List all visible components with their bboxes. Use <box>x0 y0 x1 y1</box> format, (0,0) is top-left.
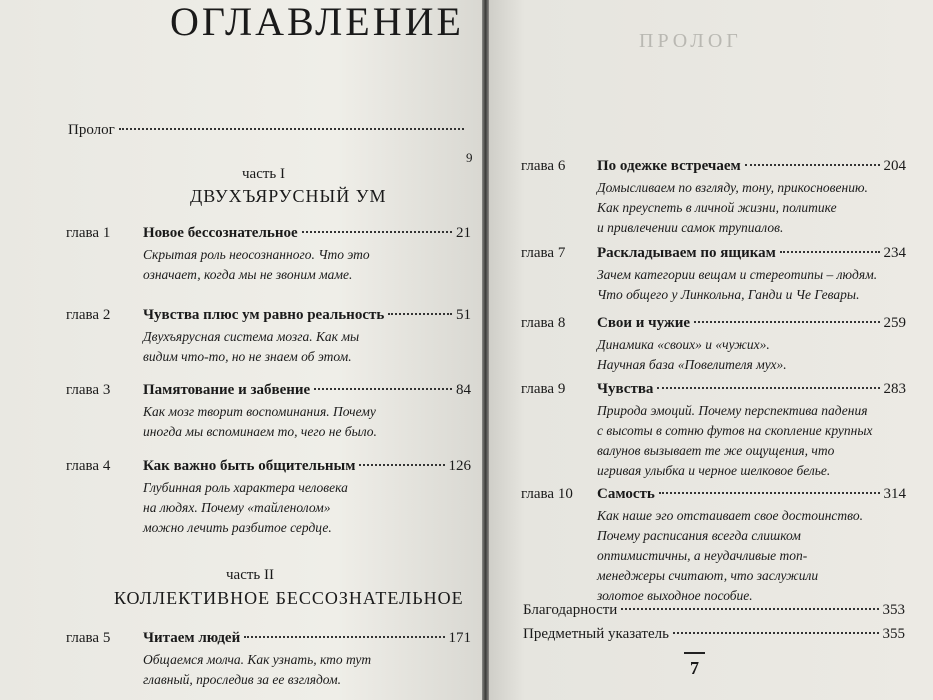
desc-line: Природа эмоций. Почему перспектива падения <box>597 403 868 418</box>
index-row <box>523 626 905 643</box>
desc-line: и привлечении самок трупиалов. <box>597 220 784 235</box>
acknowledgments-title: Благодарности <box>523 602 618 618</box>
chapter-title-row <box>143 307 471 324</box>
dot-leader <box>302 231 452 233</box>
part2-title: КОЛЛЕКТИВНОЕ БЕССОЗНАТЕЛЬНОЕ <box>114 588 464 608</box>
desc-line: оптимистичны, а неудачливые топ- <box>597 548 808 563</box>
chapter-page: 204 <box>883 158 906 174</box>
chapter-title: Чувства <box>597 381 654 397</box>
chapter-page: 126 <box>448 458 471 474</box>
chapter-label: глава 6 <box>521 158 566 174</box>
dot-leader <box>359 464 444 466</box>
chapter-title: Читаем людей <box>143 630 241 646</box>
chapter-page: 234 <box>883 245 906 261</box>
chapter-title-row <box>597 158 906 175</box>
chapter-title-row <box>143 225 471 242</box>
desc-line: Глубинная роль характера человека <box>143 480 348 495</box>
desc-line: главный, проследив за ее взглядом. <box>143 672 342 687</box>
chapter-description <box>143 650 371 690</box>
book-gutter <box>482 0 489 700</box>
dot-leader <box>119 128 464 130</box>
chapter-description <box>597 178 868 238</box>
dot-leader <box>621 608 878 610</box>
part2-label: часть II <box>226 567 274 583</box>
chapter-description <box>143 327 359 367</box>
desc-line: с высоты в сотню футов на скопление крупных <box>597 423 873 438</box>
desc-line: Что общего у Линкольна, Ганди и Че Гевары. <box>597 287 860 302</box>
desc-line: видим что-то, но не знаем об этом. <box>143 349 352 364</box>
chapter-label: глава 3 <box>66 382 111 398</box>
chapter-title: Свои и чужие <box>597 315 691 331</box>
desc-line: означает, когда мы не звоним маме. <box>143 267 353 282</box>
dot-leader <box>673 632 879 634</box>
chapter-title-row <box>597 315 906 332</box>
desc-line: игривая улыбка и черное шелковое белье. <box>597 463 831 478</box>
chapter-page: 314 <box>883 486 906 502</box>
chapter-title: Как важно быть общительным <box>143 458 356 474</box>
desc-line: иногда мы вспоминаем то, чего не было. <box>143 424 377 439</box>
desc-line: золотое выходное пособие. <box>597 588 753 603</box>
chapter-title: Новое бессознательное <box>143 225 298 241</box>
chapter-page: 259 <box>883 315 906 331</box>
prologue-page: 9 <box>466 150 473 165</box>
chapter-title-row <box>143 630 471 647</box>
desc-line: Зачем категории вещам и стереотипы – людям. <box>597 267 878 282</box>
chapter-description <box>143 245 370 285</box>
index-title: Предметный указатель <box>523 626 669 642</box>
dot-leader <box>314 388 452 390</box>
acknowledgments-page: 353 <box>882 602 905 618</box>
chapter-title: По одежке встречаем <box>597 158 741 174</box>
desc-line: валунов вызывает те же ощущения, что <box>597 443 835 458</box>
dot-leader <box>745 164 880 166</box>
chapter-description <box>597 401 873 481</box>
desc-line: Как преуспеть в личной жизни, политике <box>597 200 837 215</box>
dot-leader <box>694 321 879 323</box>
prologue-title: Пролог <box>68 122 115 138</box>
desc-line: Как наше эго отстаивает свое достоинство. <box>597 508 863 523</box>
toc-title: ОГЛАВЛЕНИЕ <box>170 0 464 44</box>
chapter-title-row <box>597 486 906 503</box>
chapter-title-row <box>597 381 906 398</box>
desc-line: на людях. Почему «тайленолом» <box>143 500 331 515</box>
chapter-label: глава 9 <box>521 381 566 397</box>
page-number: 7 <box>684 652 705 679</box>
chapter-description <box>143 478 348 538</box>
dot-leader <box>657 387 879 389</box>
chapter-label: глава 4 <box>66 458 111 474</box>
chapter-label: глава 8 <box>521 315 566 331</box>
chapter-title: Раскладываем по ящикам <box>597 245 776 261</box>
chapter-label: глава 1 <box>66 225 111 241</box>
chapter-title-row <box>597 245 906 262</box>
part1-label: часть I <box>242 166 286 182</box>
chapter-description <box>597 335 787 375</box>
chapter-description <box>597 265 877 305</box>
chapter-label: глава 7 <box>521 245 566 261</box>
desc-line: Почему расписания всегда слишком <box>597 528 801 543</box>
dot-leader <box>780 251 880 253</box>
index-page: 355 <box>882 626 905 642</box>
desc-line: менеджеры считают, что заслужили <box>597 568 819 583</box>
chapter-description <box>597 506 863 606</box>
chapter-page: 84 <box>456 382 471 398</box>
acknowledgments-row <box>523 602 905 619</box>
chapter-title-row <box>143 382 471 399</box>
chapter-title: Памятование и забвение <box>143 382 311 398</box>
chapter-title: Самость <box>597 486 655 502</box>
dot-leader <box>244 636 444 638</box>
chapter-label: глава 5 <box>66 630 111 646</box>
chapter-description <box>143 402 377 442</box>
desc-line: Скрытая роль неосознанного. Что это <box>143 247 370 262</box>
desc-line: Динамика «своих» и «чужих». <box>597 337 770 352</box>
desc-line: можно лечить разбитое сердце. <box>143 520 332 535</box>
chapter-page: 171 <box>448 630 471 646</box>
dot-leader <box>659 492 880 494</box>
chapter-label: глава 2 <box>66 307 111 323</box>
chapter-title: Чувства плюс ум равно реальность <box>143 307 385 323</box>
dot-leader <box>388 313 452 315</box>
part1-title: ДВУХЪЯРУСНЫЙ УМ <box>190 186 387 206</box>
desc-line: Двухъярусная система мозга. Как мы <box>143 329 360 344</box>
right-page <box>489 0 933 700</box>
prologue-row <box>68 122 468 139</box>
desc-line: Научная база «Повелителя мух». <box>597 357 787 372</box>
desc-line: Домысливаем по взгляду, тону, прикосновению. <box>597 180 868 195</box>
chapter-label: глава 10 <box>521 486 573 502</box>
desc-line: Как мозг творит воспоминания. Почему <box>143 404 376 419</box>
chapter-page: 21 <box>456 225 471 241</box>
desc-line: Общаемся молча. Как узнать, кто тут <box>143 652 372 667</box>
bleed-through-heading: ПРОЛОГ <box>639 30 742 52</box>
chapter-title-row <box>143 458 471 475</box>
chapter-page: 51 <box>456 307 471 323</box>
chapter-page: 283 <box>883 381 906 397</box>
